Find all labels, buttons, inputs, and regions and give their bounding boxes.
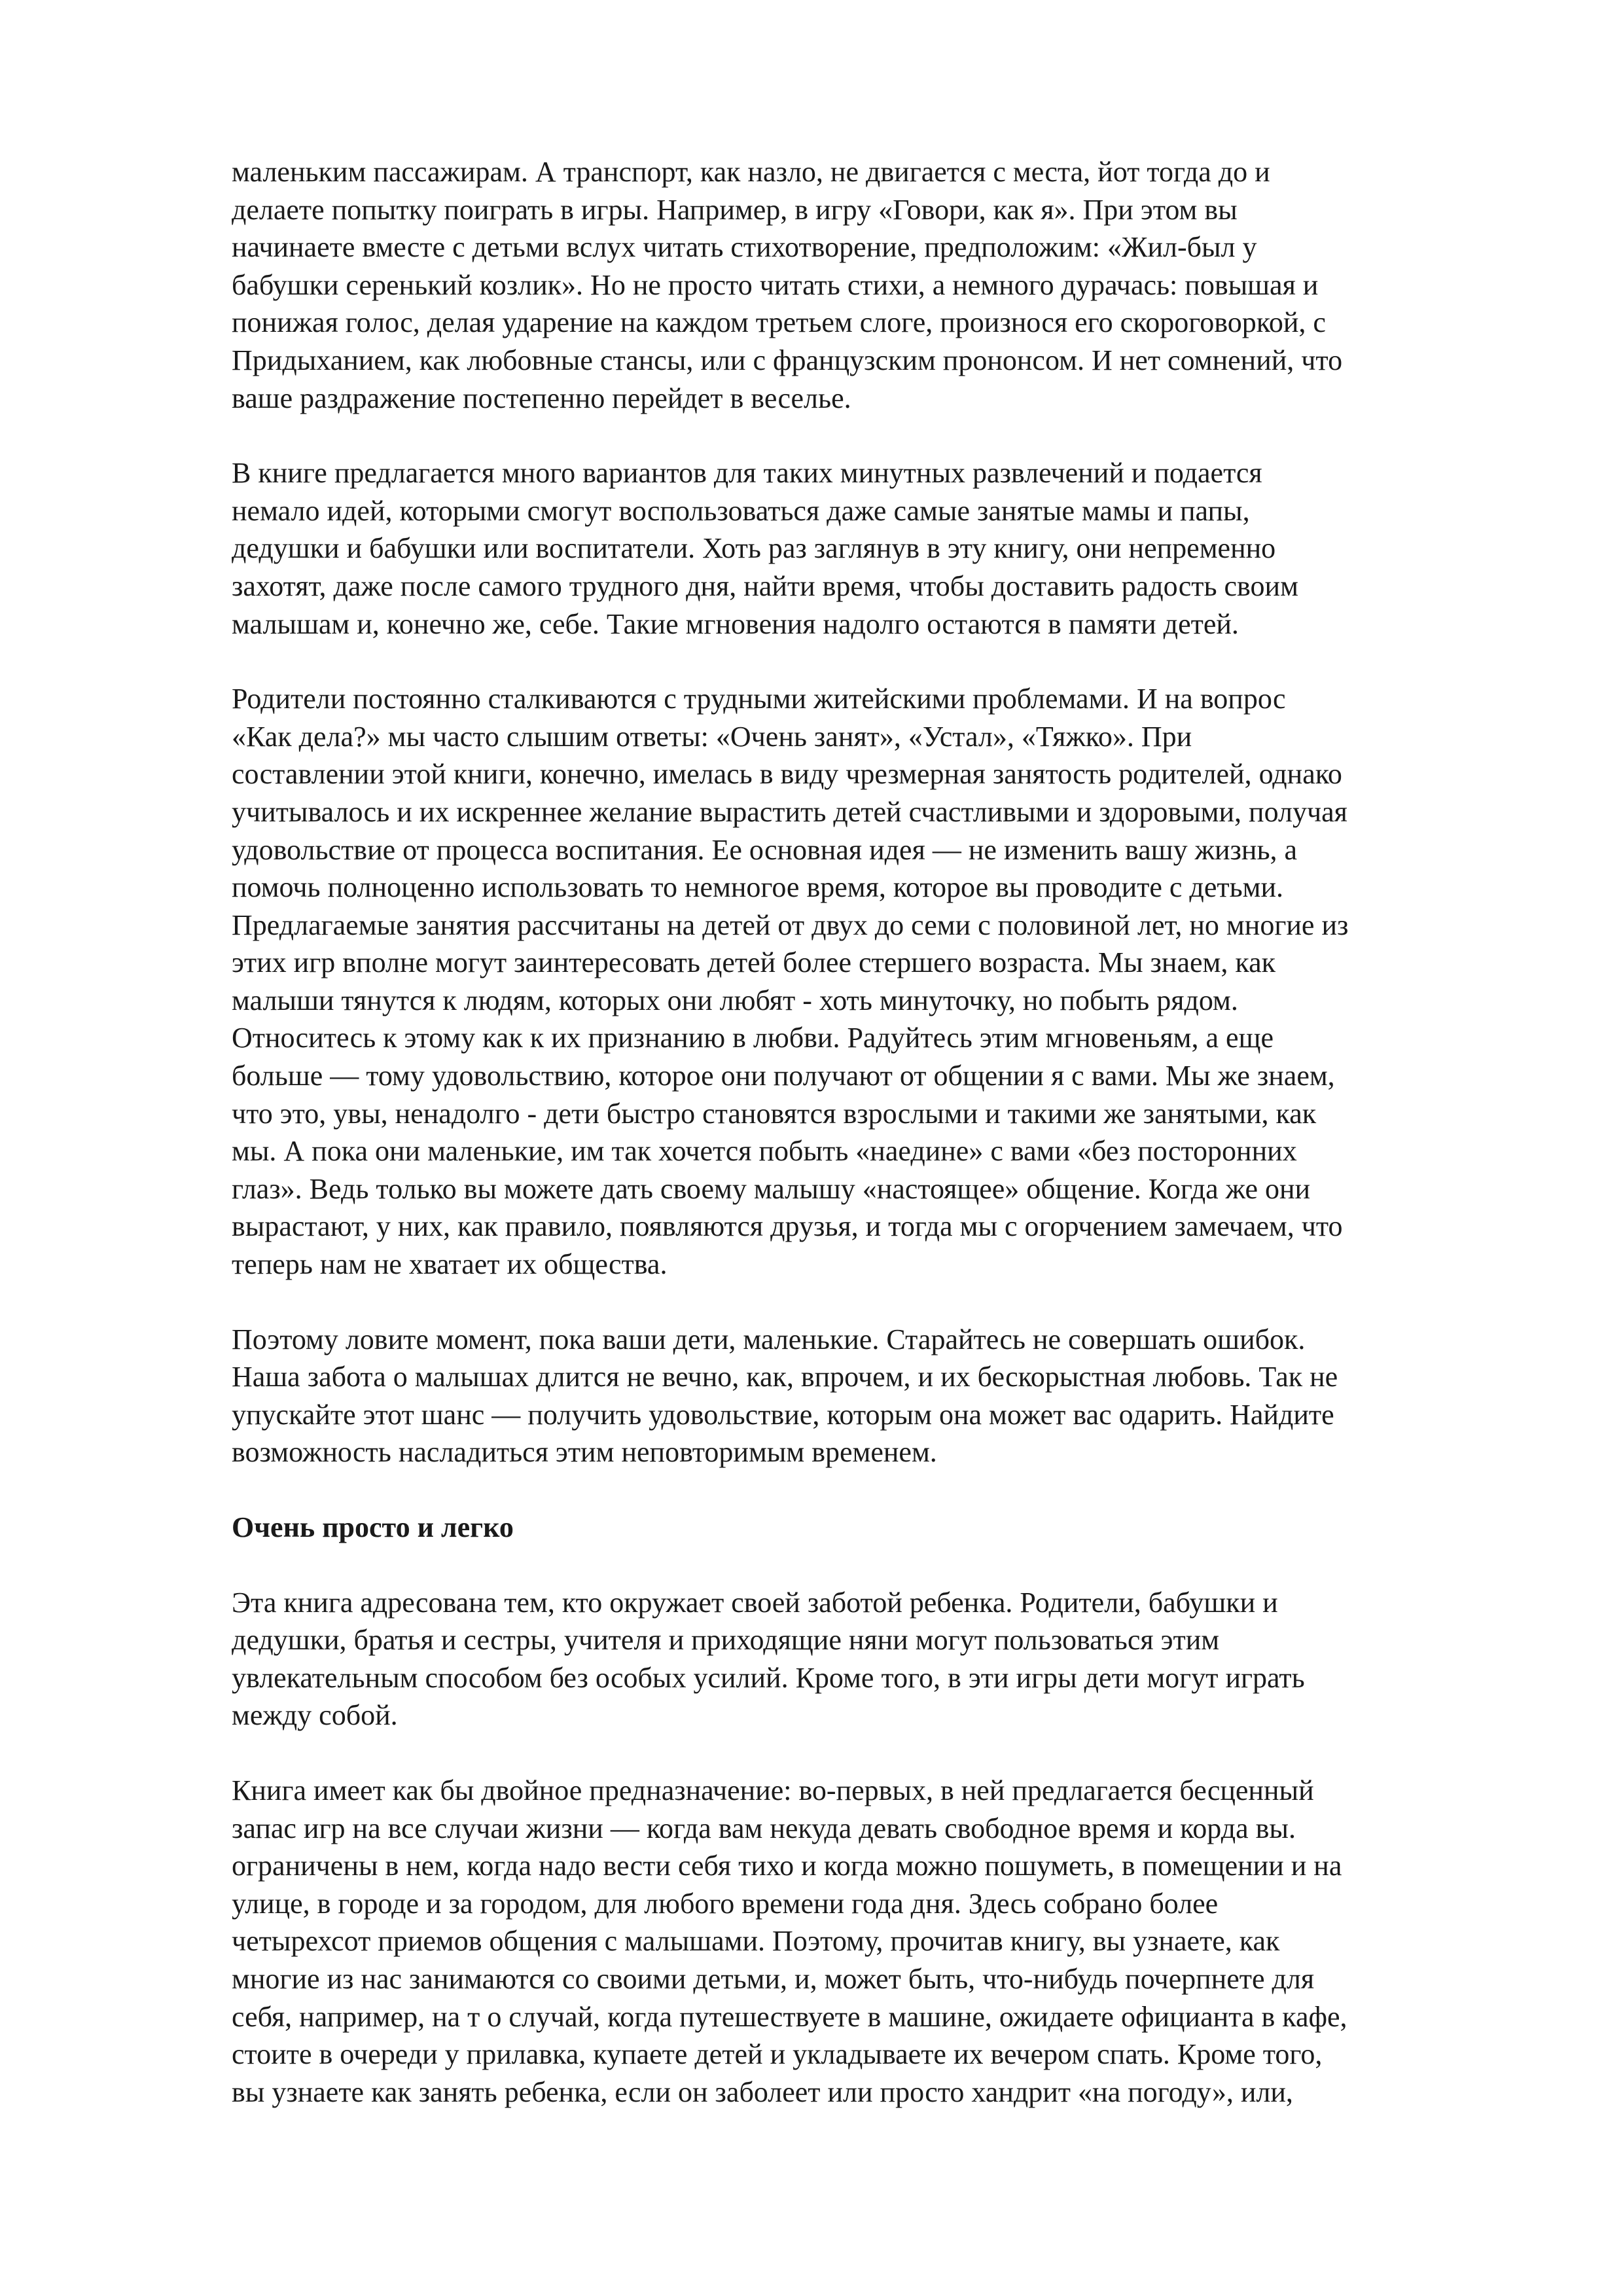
text-line: дедушки, братья и сестры, учителя и приходящие няни могут пользоваться этим <box>232 1624 1220 1657</box>
text-line: возможность насладиться этим неповторимым временем. <box>232 1436 937 1469</box>
document-page <box>232 153 1495 2148</box>
text-line: понижая голос, делая ударение на каждом третьем слоге, произнося его скороговоркой, с <box>232 306 1326 339</box>
text-line: делаете попытку поиграть в игры. Например, в игру «Говори, как я». При этом вы <box>232 193 1238 226</box>
text-line: Наша забота о малышах длится не вечно, как, впрочем, и их бескорыстная любовь. Так не <box>232 1361 1338 1393</box>
paragraph-purpose <box>232 1772 1495 2111</box>
paragraph-audience <box>232 1584 1495 1734</box>
text-line: вырастают, у них, как правило, появляются друзья, и тогда мы с огорчением замечаем, что <box>232 1210 1343 1243</box>
text-line: ваше раздражение постепенно перейдет в веселье. <box>232 382 851 414</box>
text-line: маленьким пассажирам. А транспорт, как назло, не двигается с места, йот тогда до и <box>232 156 1270 188</box>
text-line: Родители постоянно сталкиваются с трудными житейскими проблемами. И на вопрос <box>232 683 1286 715</box>
text-line: упускайте этот шанс — получить удовольствие, которым она может вас одарить. Найдите <box>232 1398 1334 1431</box>
text-line: стоите в очереди у прилавка, купаете детей и укладываете их вечером спать. Кроме того, <box>232 2038 1323 2071</box>
text-line: малышам и, конечно же, себе. Такие мгновения надолго остаются в памяти детей. <box>232 607 1239 640</box>
text-line: Поэтому ловите момент, пока ваши дети, маленькие. Старайтесь не совершать ошибок. <box>232 1323 1306 1355</box>
text-line: вы узнаете как занять ребенка, если он заболеет или просто хандрит «на погоду», или, <box>232 2075 1293 2108</box>
text-line: увлекательным способом без особых усилий. Кроме того, в эти игры дети могут играть <box>232 1661 1305 1694</box>
text-line: составлении этой книги, конечно, имелась в виду чрезмерная занятость родителей, однако <box>232 758 1342 791</box>
text-line: бабушки серенький козлик». Но не просто читать стихи, а немного дурачась: повышая и <box>232 268 1319 301</box>
text-line: Предлагаемые занятия рассчитаны на детей от двух до семи с половиной лет, но многие из <box>232 908 1349 941</box>
text-line: между собой. <box>232 1699 398 1732</box>
text-line: улице, в городе и за городом, для любого времени года дня. Здесь собрано более <box>232 1887 1219 1920</box>
text-line: этих игр вполне могут заинтересовать детей более стершего возраста. Мы знаем, как <box>232 946 1275 979</box>
text-line: запас игр на все случаи жизни — когда вам некуда девать свободное время и корда вы. <box>232 1812 1296 1844</box>
text-line: малыши тянутся к людям, которых они любят - хоть минуточку, но побыть рядом. <box>232 984 1238 1016</box>
paragraph-intro <box>232 153 1495 417</box>
text-line: Книга имеет как бы двойное предназначение: во-первых, в ней предлагается бесценный <box>232 1774 1314 1806</box>
text-line: мы. А пока они маленькие, им так хочется побыть «наедине» с вами «без посторонних <box>232 1135 1297 1168</box>
text-line: многие из нас занимаются со своими детьми, и, может быть, что-нибудь почерпнете для <box>232 1962 1315 1995</box>
text-line: В книге предлагается много вариантов для таких минутных развлечений и подается <box>232 457 1262 490</box>
text-line: учитывалось и их искреннее желание вырастить детей счастливыми и здоровыми, получая <box>232 795 1347 828</box>
text-line: ограничены в нем, когда надо вести себя тихо и когда можно пошуметь, в помещении и на <box>232 1850 1342 1882</box>
text-line: дедушки и бабушки или воспитатели. Хоть раз заглянув в эту книгу, они непременно <box>232 532 1276 565</box>
text-line: захотят, даже после самого трудного дня, найти время, чтобы доставить радость своим <box>232 569 1298 602</box>
text-line: больше — тому удовольствию, которое они получают от общении я с вами. Мы же знаем, <box>232 1060 1335 1092</box>
paragraph-parents <box>232 680 1495 1283</box>
paragraph-seize-moment <box>232 1321 1495 1471</box>
text-line: четырехсот приемов общения с малышами. Поэтому, прочитав книгу, вы узнаете, как <box>232 1925 1280 1958</box>
paragraph-book-ideas <box>232 454 1495 643</box>
text-line: помочь полноценно использовать то немногое время, которое вы проводите с детьми. <box>232 871 1284 904</box>
text-line: удовольствие от процесса воспитания. Ее основная идея — не изменить вашу жизнь, а <box>232 833 1298 866</box>
text-line: Эта книга адресована тем, кто окружает своей заботой ребенка. Родители, бабушки и <box>232 1586 1278 1619</box>
text-line: немало идей, которыми смогут воспользоваться даже самые занятые мамы и папы, <box>232 494 1250 527</box>
section-heading <box>232 1509 1495 1547</box>
text-line: «Как дела?» мы часто слышим ответы: «Очень занят», «Устал», «Тяжко». При <box>232 720 1192 753</box>
text-line: себя, например, на т о случай, когда путешествуете в машине, ожидаете официанта в кафе, <box>232 2000 1347 2033</box>
heading-text: Очень просто и легко <box>232 1511 514 1543</box>
text-line: Относитесь к этому как к их признанию в любви. Радуйтесь этим мгновеньям, а еще <box>232 1022 1274 1054</box>
text-line: начинаете вместе с детьми вслух читать стихотворение, предположим: «Жил-был у <box>232 231 1257 264</box>
text-line: Придыханием, как любовные стансы, или с французским прононсом. И нет сомнений, что <box>232 344 1343 376</box>
text-line: теперь нам не хватает их общества. <box>232 1248 668 1281</box>
text-line: что это, увы, ненадолго - дети быстро становятся взрослыми и такими же занятыми, как <box>232 1097 1317 1130</box>
text-line: глаз». Ведь только вы можете дать своему малышу «настоящее» общение. Когда же они <box>232 1172 1311 1205</box>
